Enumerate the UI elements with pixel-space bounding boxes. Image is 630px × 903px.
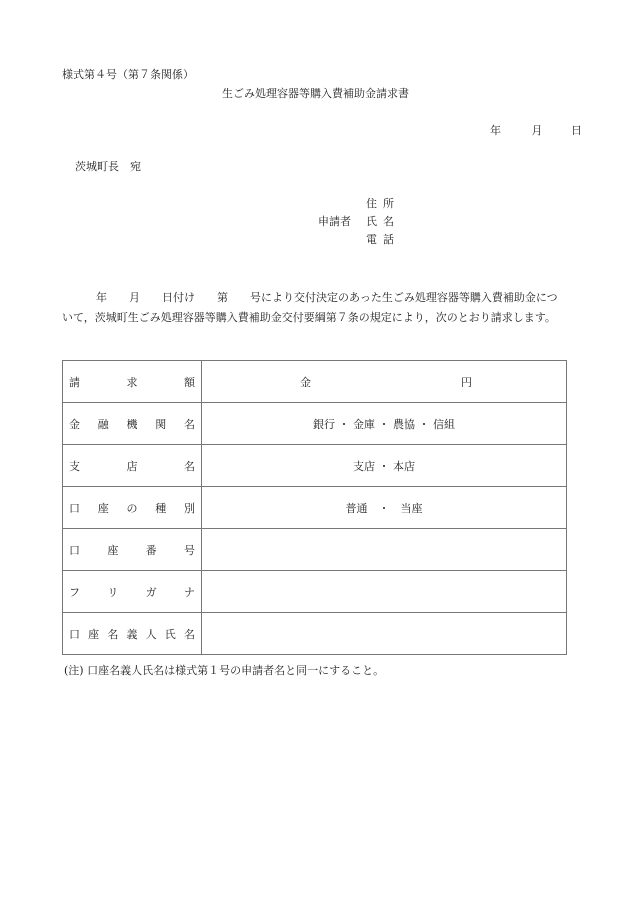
row-label <box>63 445 202 487</box>
value-options: 銀行 ・ 金庫 ・ 農協 ・ 信組 <box>313 417 455 431</box>
row-label <box>63 571 202 613</box>
table-row <box>63 403 567 445</box>
label-char: 名 <box>184 417 195 431</box>
date-line <box>490 122 582 138</box>
applicant-address-label: 住所 <box>366 197 400 210</box>
label-char: 求 <box>126 375 138 389</box>
label-char: ガ <box>145 585 157 599</box>
label-char: 名 <box>183 627 195 641</box>
label-char: 請 <box>69 375 80 389</box>
label-char: 座 <box>97 501 109 515</box>
row-label <box>63 529 202 571</box>
table-row <box>63 487 567 529</box>
table-row <box>63 445 567 487</box>
label-char: 人 <box>145 627 157 641</box>
table-row <box>63 571 567 613</box>
amount-prefix: 金 <box>300 375 311 389</box>
value-options: 支店 ・ 本店 <box>353 459 415 473</box>
row-value-field[interactable] <box>202 529 567 571</box>
row-value-field[interactable] <box>202 403 567 445</box>
label-char: 種 <box>155 501 167 515</box>
label-char: ナ <box>183 585 195 599</box>
table-row <box>63 529 567 571</box>
row-value-field[interactable] <box>202 445 567 487</box>
label-char: 名 <box>107 627 119 641</box>
body-line-1: 年 月 日付け 第 号により交付決定のあった生ごみ処理容器等購入費補助金につ <box>96 291 558 304</box>
applicant-label: 申請者 <box>318 215 351 228</box>
claim-table <box>62 360 567 655</box>
applicant-phone-label: 電話 <box>366 233 400 246</box>
label-char: 店 <box>126 459 138 473</box>
form-number: 様式第４号（第７条関係） <box>62 68 194 81</box>
label-char: 座 <box>107 543 119 557</box>
row-value-field[interactable] <box>202 361 567 403</box>
label-char: 関 <box>155 417 167 431</box>
date-day: 日 <box>571 124 582 137</box>
label-char: 座 <box>88 627 100 641</box>
row-label <box>63 403 202 445</box>
date-year: 年 <box>490 124 501 137</box>
label-char: フ <box>69 585 80 599</box>
document-title: 生ごみ処理容器等購入費補助金請求書 <box>222 87 409 100</box>
row-label <box>63 361 202 403</box>
label-char: 融 <box>97 417 109 431</box>
row-label <box>63 613 202 655</box>
label-char: 義 <box>126 627 138 641</box>
label-char: 別 <box>184 501 195 515</box>
label-char: 氏 <box>164 627 176 641</box>
row-value-field[interactable] <box>202 487 567 529</box>
label-char: 金 <box>69 417 80 431</box>
row-value-field[interactable] <box>202 571 567 613</box>
label-char: の <box>126 501 138 515</box>
body-paragraph <box>62 288 558 328</box>
label-char: 額 <box>184 375 195 389</box>
addressee: 茨城町長 宛 <box>75 160 141 173</box>
value-options: 普通 ・ 当座 <box>345 501 423 515</box>
label-char: 口 <box>69 543 80 557</box>
label-char: 番 <box>145 543 157 557</box>
label-char: リ <box>107 585 119 599</box>
applicant-name-label: 氏名 <box>366 215 400 228</box>
label-char: 号 <box>183 543 195 557</box>
row-label <box>63 487 202 529</box>
amount-suffix: 円 <box>461 375 472 389</box>
table-row <box>63 361 567 403</box>
table-row <box>63 613 567 655</box>
body-line-2: いて，茨城町生ごみ処理容器等購入費補助金交付要綱第７条の規定により，次のとおり請求します。 <box>62 311 556 324</box>
label-char: 名 <box>184 459 195 473</box>
applicant-block <box>318 195 400 249</box>
label-char: 口 <box>69 627 80 641</box>
label-char: 支 <box>69 459 80 473</box>
label-char: 機 <box>126 417 138 431</box>
note: (注) 口座名義人氏名は様式第１号の申請者名と同一にすること。 <box>64 664 385 677</box>
label-char: 口 <box>69 501 80 515</box>
row-value-field[interactable] <box>202 613 567 655</box>
date-month: 月 <box>531 124 543 137</box>
